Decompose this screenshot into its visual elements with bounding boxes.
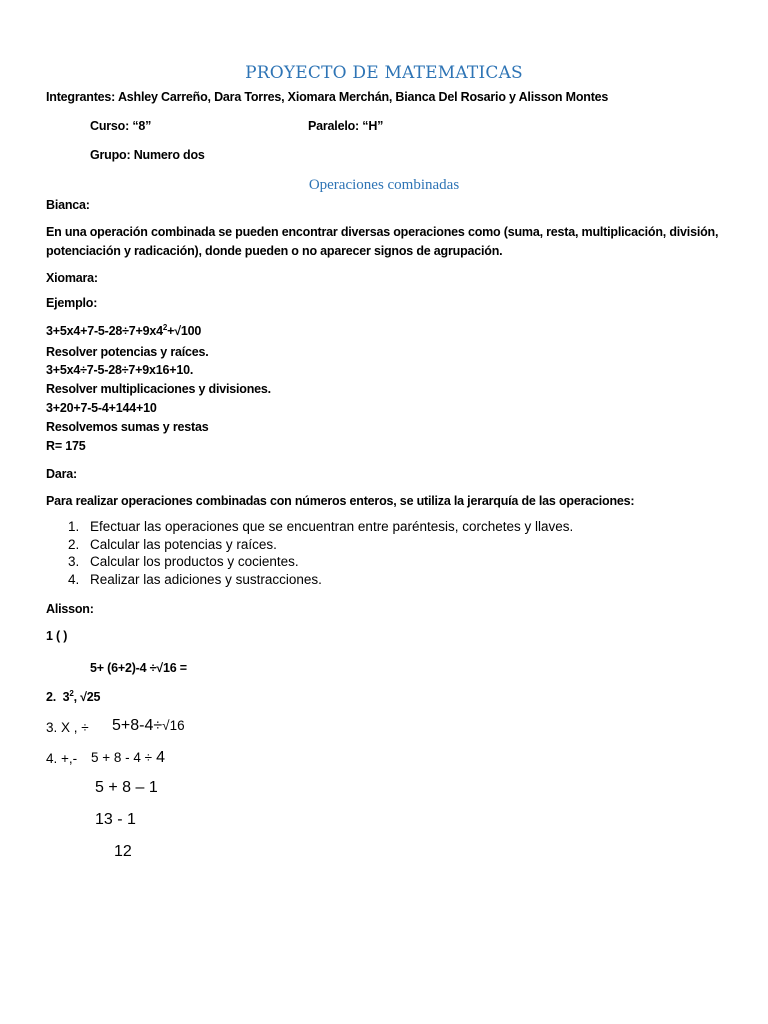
xiomara-heading: Xiomara: xyxy=(46,271,98,285)
step-b: 13 - 1 xyxy=(95,811,136,828)
bianca-text-line-2: potenciación y radicación), donde pueden o no aparecer signos de agrupación. xyxy=(46,244,503,258)
rule2-exponent: 2 xyxy=(69,689,74,698)
example-expression xyxy=(46,324,201,338)
rule1-line: 1 ( ) xyxy=(46,629,68,643)
hierarchy-list xyxy=(68,518,573,588)
rule3-root: √16 xyxy=(162,718,185,733)
example-expression-tail: +√100 xyxy=(167,324,202,338)
step3-label: Resolvemos sumas y restas xyxy=(46,420,209,434)
step1-label: Resolver potencias y raíces. xyxy=(46,345,209,359)
example-expression-main: 3+5x4+7-5-28÷7+9x4 xyxy=(46,324,163,338)
list-item: 2. Calcular las potencias y raíces. xyxy=(68,536,277,552)
section-subtitle: Operaciones combinadas xyxy=(308,177,460,193)
list-item: 4. Realizar las adiciones y sustracciones. xyxy=(68,571,322,587)
step-c: 12 xyxy=(114,843,132,860)
paralelo-label: Paralelo: “H” xyxy=(308,119,384,133)
alisson-expression: 5+ (6+2)-4 ÷√16 = xyxy=(90,661,187,675)
dara-heading: Dara: xyxy=(46,467,77,481)
rule2-number: 2. xyxy=(46,690,57,704)
step1-expression: 3+5x4÷7-5-28÷7+9x16+10. xyxy=(46,363,194,377)
rule3-label: 3. X , ÷ xyxy=(46,720,89,735)
bianca-heading: Bianca: xyxy=(46,198,90,212)
rule3-expression-main: 5+8-4÷ xyxy=(112,717,163,734)
rule3-expression xyxy=(112,717,185,735)
rule2-base: 3 xyxy=(62,690,70,704)
rule4-expression-main: 5 + 8 - 4 ÷ xyxy=(91,750,153,765)
rule4-expression xyxy=(91,749,165,767)
list-item: 3. Calcular los productos y cocientes. xyxy=(68,554,299,569)
dara-intro: Para realizar operaciones combinadas con números enteros, se utiliza la jerarquía de las operaciones: xyxy=(46,494,635,508)
example-expression-exponent: 2 xyxy=(162,323,168,332)
list-item: 1. Efectuar las operaciones que se encuentran entre paréntesis, corchetes y llaves. xyxy=(68,519,574,534)
result-line: R= 175 xyxy=(46,439,86,453)
step2-expression: 3+20+7-5-4+144+10 xyxy=(46,401,157,415)
curso-label: Curso: “8” xyxy=(90,119,152,133)
rule4-expression-tail: 4 xyxy=(156,749,165,766)
alisson-heading: Alisson: xyxy=(46,602,94,616)
ejemplo-label: Ejemplo: xyxy=(46,296,98,310)
integrantes-line: Integrantes: Ashley Carreño, Dara Torres, Xiomara Merchán, Bianca Del Rosario y Alisson Montes xyxy=(46,90,609,104)
grupo-label: Grupo: Numero dos xyxy=(90,148,205,162)
rule4-label: 4. +,- xyxy=(46,751,78,766)
step-a: 5 + 8 – 1 xyxy=(95,779,158,796)
rule2-tail: , √25 xyxy=(73,690,101,704)
document-title: PROYECTO DE MATEMATICAS xyxy=(245,63,523,83)
step2-label: Resolver multiplicaciones y divisiones. xyxy=(46,382,271,396)
bianca-text-line-1: En una operación combinada se pueden encontrar diversas operaciones como (suma, resta, multiplicación, división, xyxy=(46,225,719,239)
rule2-line xyxy=(46,690,100,704)
